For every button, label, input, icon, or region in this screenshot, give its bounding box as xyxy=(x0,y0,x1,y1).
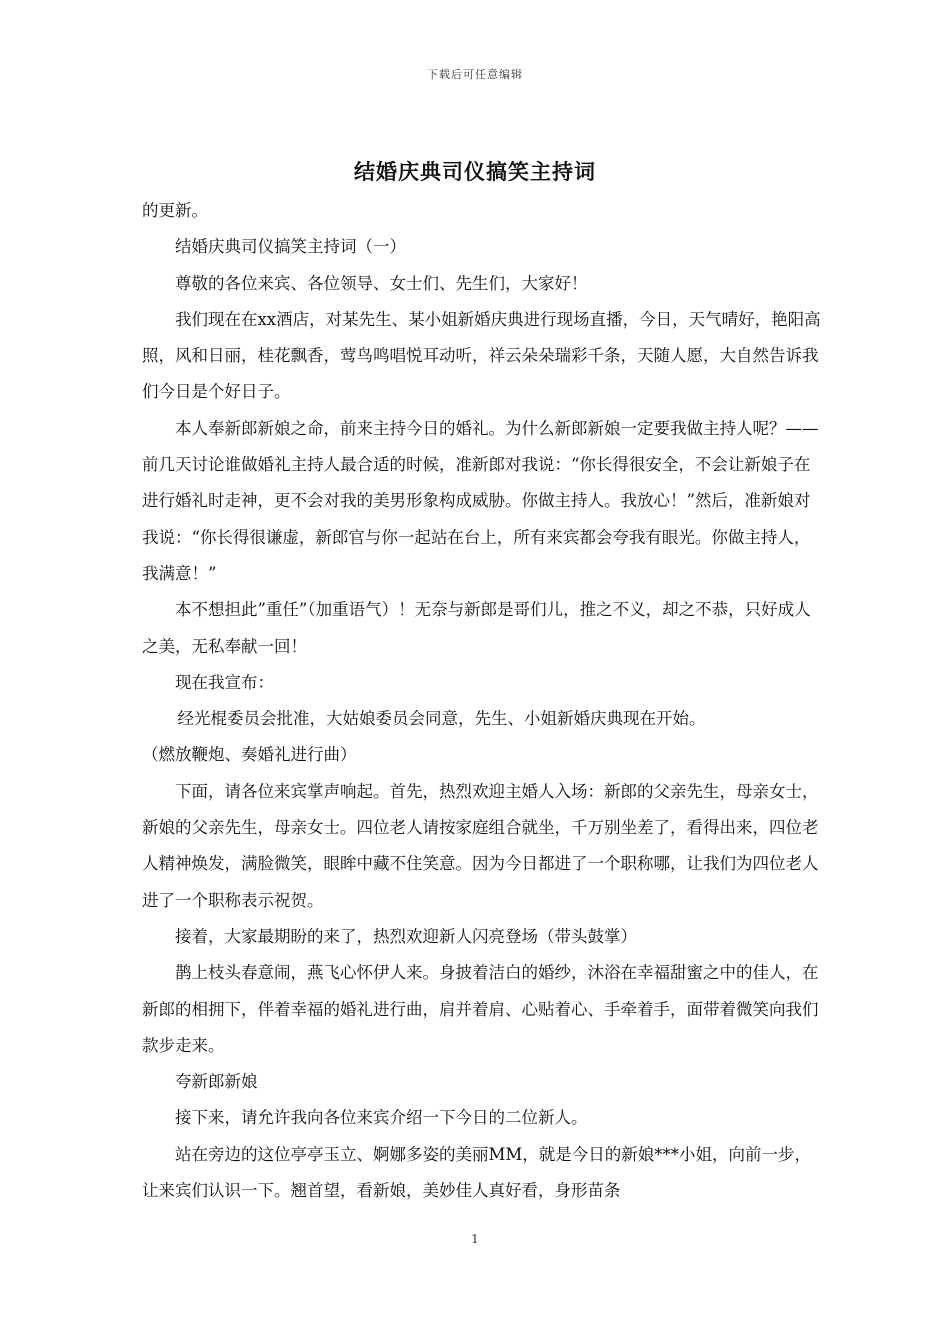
paragraph: 尊敬的各位来宾、各位领导、女士们、先生们，大家好！ xyxy=(175,273,588,293)
paragraph: 接着，大家最期盼的来了，热烈欢迎新人闪亮登场（带头鼓掌） xyxy=(175,926,637,946)
paragraph: 站在旁边的这位亭亭玉立、婀娜多姿的美丽MM，就是今日的新娘***小姐，向前一步，让来宾们认识一下。翘首望，看新娘，美妙佳人真好看，身形苗条 xyxy=(142,1144,812,1201)
paragraph: 鹊上枝头春意闹，燕飞心怀伊人来。身披着洁白的婚纱，沐浴在幸福甜蜜之中的佳人，在新郎的相拥下，伴着幸福的婚礼进行曲，肩并着肩、心贴着心、手牵着手，面带着微笑向我们款步走来。 xyxy=(142,963,819,1055)
page-number: 1 xyxy=(471,1232,479,1246)
section-heading: 夸新郎新娘 xyxy=(175,1072,258,1092)
section-heading: 结婚庆典司仪搞笑主持词（一） xyxy=(175,237,406,257)
document-title: 结婚庆典司仪搞笑主持词 xyxy=(354,159,596,184)
header-note: 下载后可任意编辑 xyxy=(427,68,523,81)
paragraph: 接下来，请允许我向各位来宾介绍一下今日的二位新人。 xyxy=(175,1108,588,1128)
paragraph: 现在我宣布： xyxy=(175,672,274,692)
paragraph: 本人奉新郎新娘之命，前来主持今日的婚礼。为什么新郎新娘一定要我做主持人呢？——前几天讨论谁做婚礼主持人最合适的时候，准新郎对我说：“你长得很安全，不会让新娘子在进行婚礼时走神，更不会对我的美男形象构成威胁。你做主持人。我放心！”然后，准新娘对我说：“你长得很谦虚，新郎官与你一起站在台上，所有来宾都会夸我有眼光。你做主持人，我满意！” xyxy=(142,418,819,583)
document-body xyxy=(142,193,822,1209)
paragraph: 经光棍委员会批准，大姑娘委员会同意，先生、小姐新婚庆典现在开始。 xyxy=(177,709,706,729)
paragraph: （燃放鞭炮、奏婚礼进行曲） xyxy=(142,745,357,765)
paragraph: 我们现在在xx酒店，对某先生、某小姐新婚庆典进行现场直播，今日，天气晴好，艳阳高照，风和日丽，桂花飘香，莺鸟鸣唱悦耳动听，祥云朵朵瑞彩千条，天随人愿，大自然告诉我们今日是个好日子。 xyxy=(142,309,821,402)
paragraph: 本不想担此”重任”（加重语气）！无奈与新郎是哥们儿，推之不义，却之不恭，只好成人之美，无私奉献一回！ xyxy=(142,600,811,656)
paragraph: 下面，请各位来宾掌声响起。首先，热烈欢迎主婚人入场：新郎的父亲先生，母亲女士，新娘的父亲先生，母亲女士。四位老人请按家庭组合就坐，千万别坐差了，看得出来，四位老人精神焕发，满脸微笑，眼眸中藏不住笑意。因为今日都进了一个职称哪，让我们为四位老人进了一个职称表示祝贺。 xyxy=(142,781,819,910)
paragraph: 的更新。 xyxy=(142,201,208,220)
